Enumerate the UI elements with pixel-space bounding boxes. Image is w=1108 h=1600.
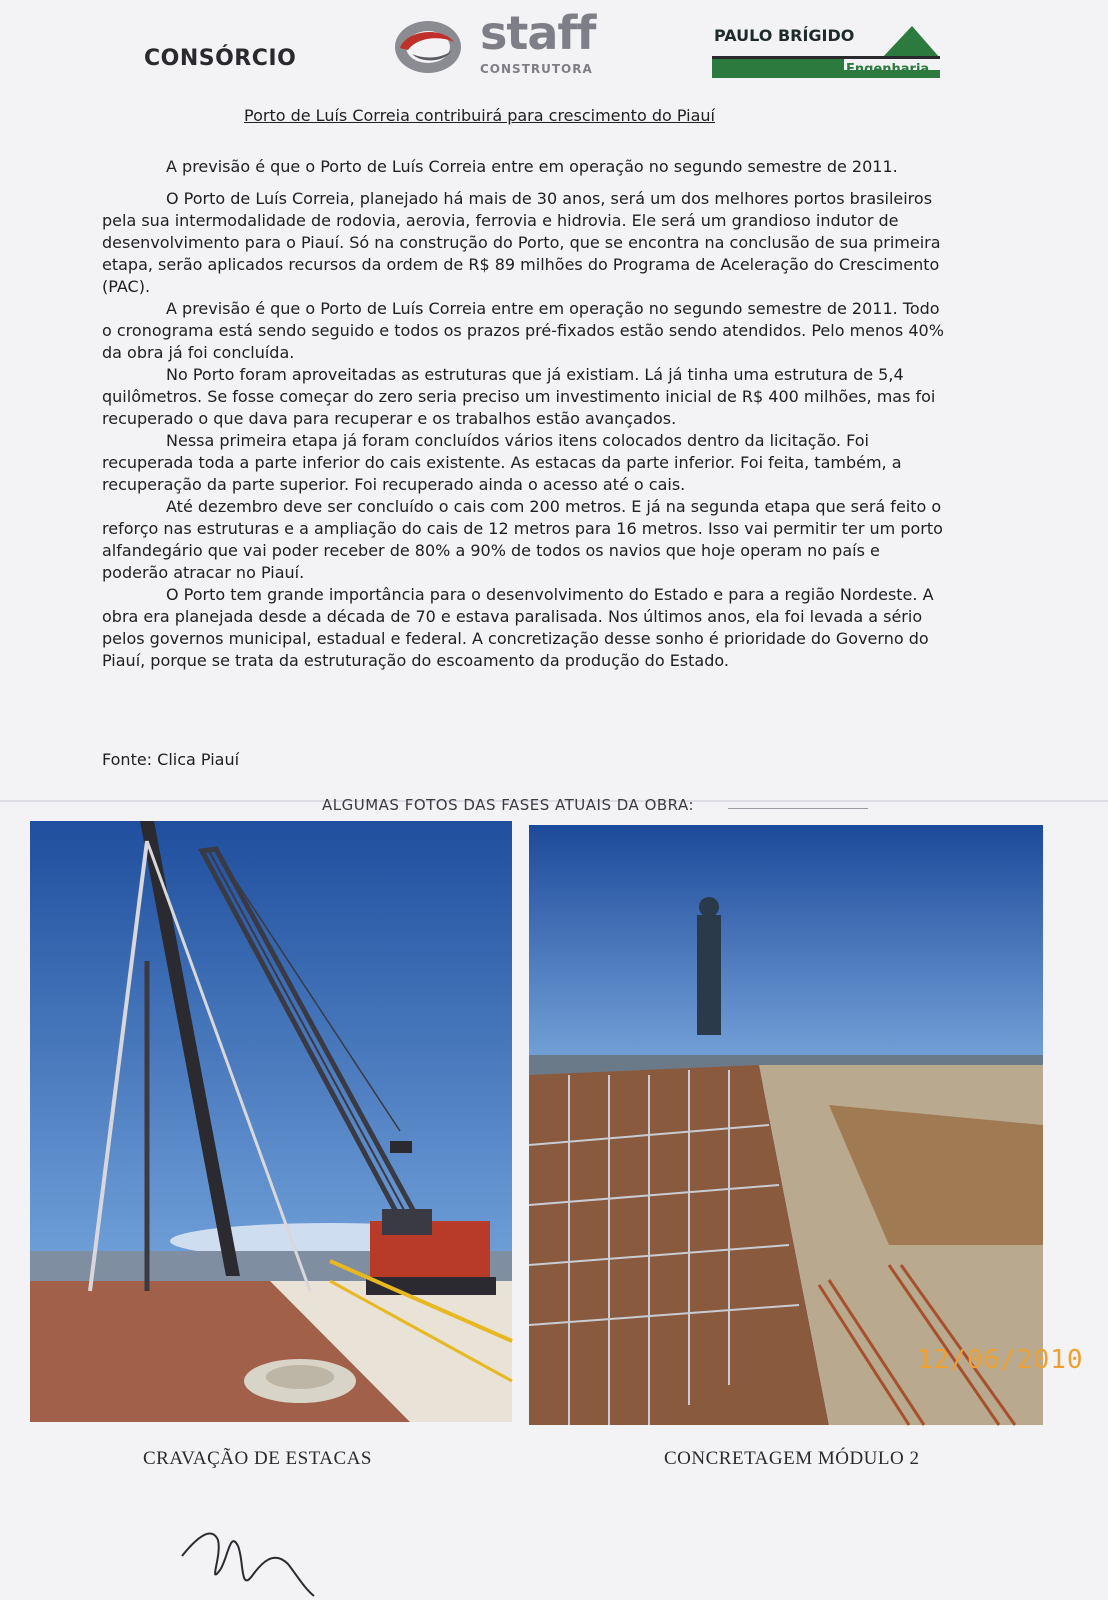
paulo-brigido-subtitle: Engenharia bbox=[846, 62, 930, 77]
staff-swirl-logo-icon bbox=[392, 18, 464, 76]
photo-date-stamp: 12/06/2010 bbox=[917, 1345, 1084, 1375]
article-source: Fonte: Clica Piauí bbox=[102, 750, 240, 769]
article-paragraph: A previsão é que o Porto de Luís Correia entre em operação no segundo semestre de 2011. Todo o cronograma está sendo seguido e todos os prazos pré-fixados estão sendo atendidos. Pelo menos 40% da obra já foi concluída. bbox=[102, 299, 944, 362]
photo-pile-driving bbox=[30, 821, 512, 1422]
article-paragraph: O Porto de Luís Correia, planejado há mais de 30 anos, será um dos melhores portos brasileiros pela sua intermodalidade de rodovia, aerovia, ferrovia e hidrovia. Ele será um grandioso indutor de desenvolvimento para o Piauí. Só na construção do Porto, que se encontra na conclusão de sua primeira etapa, serão aplicados recursos da ordem de R$ 89 milhões do Programa de Aceleração do Crescimento (PAC). bbox=[102, 189, 941, 296]
article-paragraph: Nessa primeira etapa já foram concluídos vários itens colocados dentro da licitação. Foi recuperada toda a parte inferior do cais existente. As estacas da parte inferior. Foi feita, também, a recuperação da parte superior. Foi recuperado ainda o acesso até o cais. bbox=[102, 431, 902, 494]
article-body bbox=[102, 156, 944, 672]
article-paragraph: O Porto tem grande importância para o desenvolvimento do Estado e para a região Nordeste. A obra era planejada desde a década de 70 e estava paralisada. Nos últimos anos, ela foi levada a sério pelos governos municipal, estadual e federal. A concretização desse sonho é prioridade do Governo do Piauí, porque se trata da estruturação do escoamento da produção do Estado. bbox=[102, 585, 934, 670]
staff-brand-name: staff bbox=[480, 6, 596, 60]
photo-concreting bbox=[529, 825, 1084, 1425]
consortium-label: CONSÓRCIO bbox=[144, 46, 297, 71]
article-paragraph: A previsão é que o Porto de Luís Correia entre em operação no segundo semestre de 2011. bbox=[166, 157, 898, 176]
paulo-brigido-name: PAULO BRÍGIDO bbox=[714, 26, 855, 45]
article-paragraph: Até dezembro deve ser concluído o cais com 200 metros. E já na segunda etapa que será feito o reforço nas estruturas e a ampliação do cais de 12 metros para 16 metros. Isso vai permitir ter um porto alfandegário que vai poder receber de 80% a 90% de todos os navios que hoje operam no país e poderão atracar no Piauí. bbox=[102, 497, 943, 582]
article-paragraph: No Porto foram aproveitadas as estruturas que já existiam. Lá já tinha uma estrutura de 5,4 quilômetros. Se fosse começar do zero seria preciso um investimento inicial de R$ 400 milhões, mas foi recuperado o que dava para recuperar e os trabalhos estão avançados. bbox=[102, 365, 936, 428]
staff-brand-subtitle: CONSTRUTORA bbox=[480, 62, 593, 76]
handwritten-signature bbox=[178, 1516, 318, 1600]
right-photo-caption: CONCRETAGEM MÓDULO 2 bbox=[664, 1448, 920, 1469]
article-headline: Porto de Luís Correia contribuirá para crescimento do Piauí bbox=[244, 106, 715, 125]
left-photo-caption: CRAVAÇÃO DE ESTACAS bbox=[143, 1448, 372, 1469]
photos-section-title: ALGUMAS FOTOS DAS FASES ATUAIS DA OBRA: bbox=[322, 796, 695, 814]
